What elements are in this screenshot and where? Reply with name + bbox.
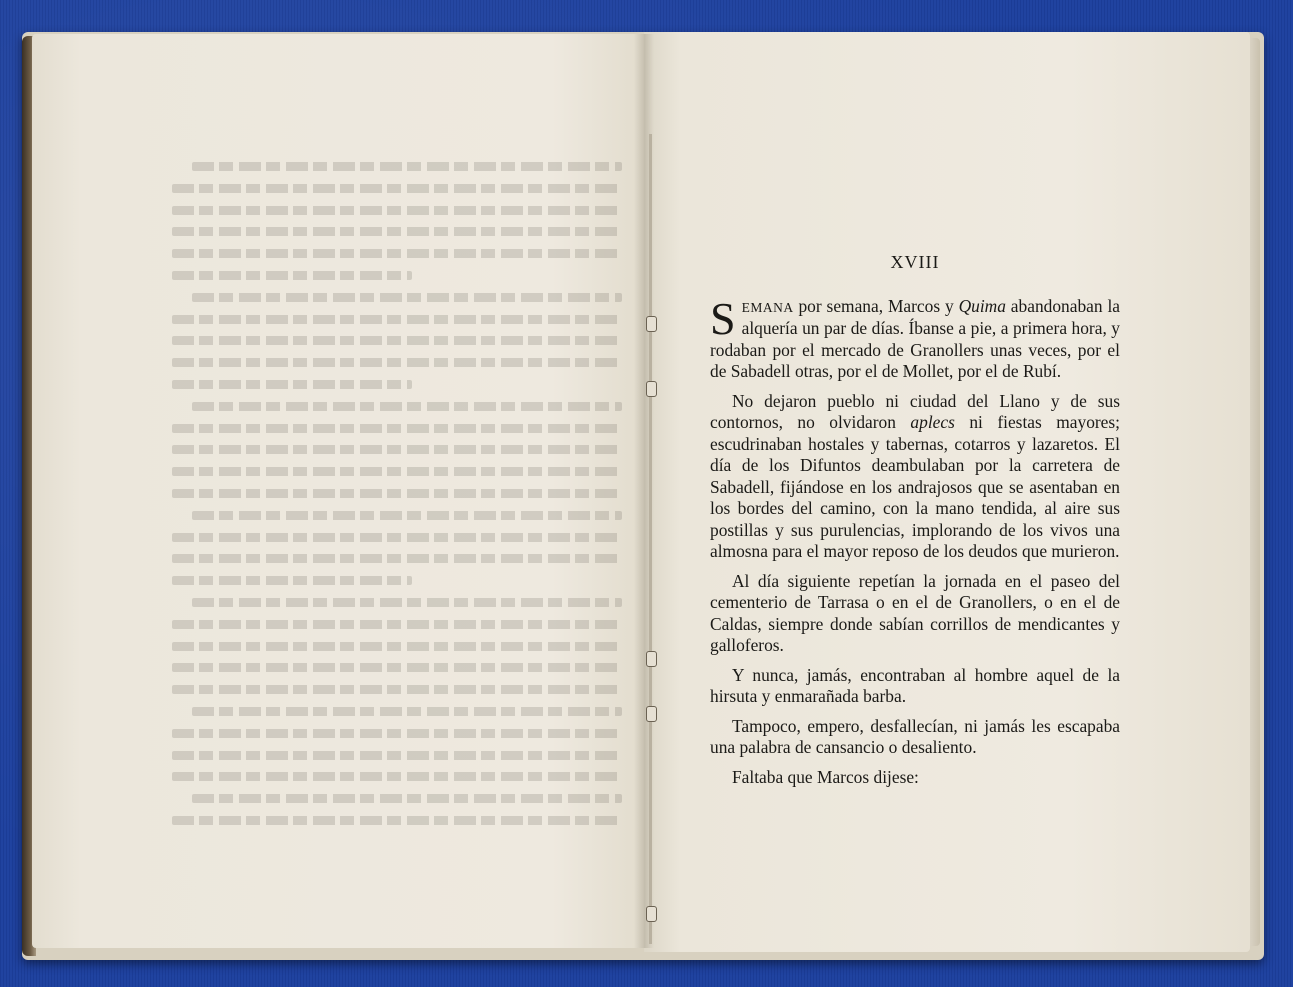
- left-page: [32, 34, 644, 948]
- show-through-line: [172, 663, 622, 672]
- italic-text: Quima: [958, 295, 1006, 316]
- binding-stitch: [646, 906, 657, 922]
- text-segment: Tampoco, empero, desfallecían, ni jamás les escapaba una palabra de cansancio o desaliento.: [710, 715, 1120, 757]
- text-segment: ni fiestas mayores; escudrinaban hostales y tabernas, cotarros y lazaretos. El día de los Difuntos deambulaban por la carretera de Sabadell, fijándose en los andrajosos que se asentaban en los bordes del camino, con la mano tendida, al aire sus postillas y sus purulencias, implorando de los vivos una almosna para el mayor reposo de los deudos que murieron.: [710, 412, 1120, 561]
- italic-text: aplecs: [910, 412, 955, 432]
- text-segment: por semana, Marcos y: [793, 295, 959, 316]
- binding-stitch: [646, 651, 657, 667]
- show-through-line: [172, 576, 412, 585]
- show-through-line: [172, 249, 622, 258]
- text-segment: Al día siguiente repetían la jornada en el paseo del cementerio de Tarrasa o en el de Granollers, o en el de Caldas, siempre donde sabían corrillos de mendicantes y galloferos.: [710, 570, 1120, 655]
- show-through-line: [172, 206, 622, 215]
- show-through-line: [192, 794, 622, 803]
- drop-cap: S: [710, 292, 736, 344]
- text-segment: No dejaron pueblo ni ciudad del Llano y de sus contornos, no olvidaron: [710, 390, 1120, 432]
- show-through-line: [172, 271, 412, 280]
- show-through-line: [172, 445, 622, 454]
- show-through-text: [172, 162, 622, 852]
- show-through-line: [172, 467, 622, 476]
- show-through-line: [172, 184, 622, 193]
- binding-stitch: [646, 706, 657, 722]
- show-through-line: [192, 162, 622, 171]
- binding-stitch: [646, 381, 657, 397]
- show-through-line: [172, 227, 622, 236]
- show-through-line: [172, 620, 622, 629]
- paragraph: [710, 665, 1120, 708]
- paragraph: [710, 391, 1120, 563]
- show-through-line: [172, 642, 622, 651]
- paragraph: [710, 292, 1120, 383]
- chapter-heading: XVIII: [890, 252, 940, 272]
- binding-stitch: [646, 316, 657, 332]
- show-through-line: [172, 533, 622, 542]
- show-through-line: [172, 489, 622, 498]
- show-through-line: [172, 358, 622, 367]
- show-through-line: [172, 751, 622, 760]
- opening-smallcaps: EMANA: [741, 299, 794, 315]
- show-through-line: [172, 380, 412, 389]
- chapter-text: [710, 252, 1120, 796]
- page-edges: [1250, 38, 1260, 946]
- show-through-line: [172, 729, 622, 738]
- paragraph: [710, 767, 1120, 789]
- text-segment: Y nunca, jamás, encontraban al hombre aquel de la hirsuta y enmarañada barba.: [710, 664, 1120, 706]
- show-through-line: [192, 293, 622, 302]
- paragraph: [710, 716, 1120, 759]
- show-through-line: [172, 816, 622, 825]
- paragraphs: [710, 292, 1120, 789]
- show-through-line: [172, 315, 622, 324]
- show-through-line: [172, 336, 622, 345]
- show-through-line: [172, 685, 622, 694]
- show-through-line: [192, 511, 622, 520]
- binding-thread: [649, 134, 652, 944]
- show-through-line: [192, 707, 622, 716]
- paragraph: [710, 571, 1120, 657]
- show-through-line: [172, 424, 622, 433]
- show-through-line: [172, 772, 622, 781]
- show-through-line: [192, 402, 622, 411]
- text-segment: Faltaba que Marcos dijese:: [732, 766, 919, 787]
- show-through-line: [192, 598, 622, 607]
- text-segment: abandonaban la alquería un par de días. Íbanse a pie, a primera hora, y rodaban por el mercado de Granollers unas veces, por el de Sabadell otras, por el de Mollet, por el de Rubí.: [710, 295, 1120, 381]
- show-through-line: [172, 554, 622, 563]
